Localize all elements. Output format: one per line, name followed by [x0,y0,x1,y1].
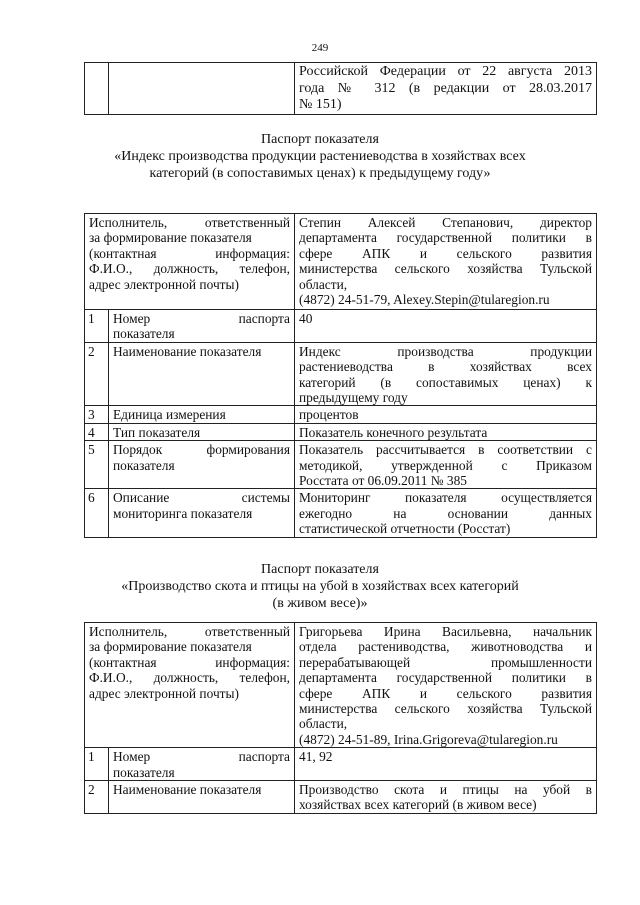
row-value-line: Росстата от 06.09.2011 № 385 [299,473,467,489]
row-label-line: Наименование показателя [113,782,262,798]
executor-label-cell [85,214,295,310]
passport-1-table [84,213,597,538]
row-label [109,781,295,814]
executor-value-cell [295,214,597,310]
row-label-line: Тип показателя [113,424,201,440]
row-label-line: Единица измерения [113,407,226,423]
row-label [109,310,295,343]
passport-1-heading: Паспорт показателя [261,132,379,147]
row-value [295,781,597,814]
table-row [85,310,597,343]
row-label [109,423,295,440]
row-value [295,342,597,406]
row-value-line: 40 [299,311,313,326]
executor-label-line: (контактная информация: [89,654,290,670]
executor-row [85,214,597,310]
row-label-line: Номер паспорта [113,311,290,326]
executor-row [85,623,597,748]
table-row [85,423,597,440]
row-number: 1 [85,310,109,343]
executor-label-line: за формирование показателя [89,230,252,246]
row-value-line: хозяйствах всех категорий (в живом весе) [299,797,537,813]
passport-1-title-line: «Индекс производства продукции растениеводства в хозяйствах всех [114,149,526,164]
row-number: 1 [85,748,109,781]
row-label-line: мониторинга показателя [113,505,253,521]
row-label [109,441,295,489]
row-value-line: предыдущему году [299,390,408,406]
executor-value-line: сфере АПК и сельского развития [299,245,592,261]
passport-2-title-line: «Производство скота и птицы на убой в хозяйствах всех категорий [121,579,519,594]
table-row [85,342,597,406]
row-value-line: процентов [299,407,359,423]
row-value-line: категорий (в сопоставимых ценах) к [299,374,592,390]
row-value-line: 41, 92 [299,749,333,765]
executor-value-line: перерабатывающей промышленности [299,654,592,670]
executor-value-line: отдела растениводства, животноводства и [299,639,592,655]
passport-2-heading: Паспорт показателя [261,562,379,577]
continuation-line: Российской Федерации от 22 августа 2013 [299,64,592,79]
continuation-num-cell [85,63,109,115]
continuation-line: года № 312 (в редакции от 28.03.2017 [299,80,592,96]
row-value [295,489,597,537]
continuation-row [85,63,597,115]
executor-label-line: Ф.И.О., должность, телефон, [89,670,290,686]
passport-1-title-line: категорий (в сопоставимых ценах) к предыдущему году» [149,166,491,181]
row-label-line: Описание системы [113,490,290,506]
row-label-line: Наименование показателя [113,343,262,359]
row-number: 3 [85,406,109,423]
table-row [85,406,597,423]
row-value [295,441,597,489]
executor-value-line: министерства сельского хозяйства Тульской [299,701,592,717]
executor-value-line: сфере АПК и сельского развития [299,685,592,701]
executor-value-line: департамента государственной политики в [299,230,592,246]
executor-value-line: департамента государственной политики в [299,670,592,686]
passport-2-title-line: (в живом весе)» [272,596,368,611]
continuation-table [84,62,597,115]
executor-label-line: Исполнитель, ответственный [89,624,290,639]
table-row [85,748,597,781]
row-value [295,748,597,781]
passport-2-table [84,622,597,814]
executor-value-line: министерства сельского хозяйства Тульской [299,261,592,277]
executor-label-cell [85,623,295,748]
row-label-line: Номер паспорта [113,749,290,765]
row-number: 4 [85,423,109,440]
executor-value-line: области, [299,276,348,292]
row-label [109,406,295,423]
executor-value-line: Степин Алексей Степанович, директор [299,215,592,230]
row-label [109,748,295,781]
executor-value-line: области, [299,716,348,732]
row-label [109,489,295,537]
row-value [295,406,597,423]
executor-value-cell [295,623,597,748]
executor-label-line: адрес электронной почты) [89,685,239,701]
executor-value-line: (4872) 24-51-89, Irina.Grigoreva@tularegion.ru [299,731,558,747]
row-value-line: Показатель рассчитывается в соответствии с [299,442,592,458]
row-label-line: показателя [113,764,175,780]
executor-label-line: Ф.И.О., должность, телефон, [89,261,290,277]
row-value [295,310,597,343]
row-value-line: Показатель конечного результата [299,424,488,440]
row-label-line: показателя [113,326,175,342]
executor-label-line: за формирование показателя [89,639,252,655]
row-value [295,423,597,440]
executor-label-line: Исполнитель, ответственный [89,215,290,230]
row-value-line: ежегодно на основании данных [299,505,592,521]
row-value-line: Производство скота и птицы на убой в [299,782,592,798]
row-number: 5 [85,441,109,489]
continuation-line: № 151) [299,97,342,112]
row-value-line: Мониторинг показателя осуществляется [299,490,592,506]
table-row [85,441,597,489]
row-number: 6 [85,489,109,537]
page-number: 249 [311,42,329,54]
executor-label-line: (контактная информация: [89,245,290,261]
row-label-line: показателя [113,457,175,473]
executor-value-line: (4872) 24-51-79, Alexey.Stepin@tularegion.ru [299,292,550,308]
executor-label-line: адрес электронной почты) [89,276,239,292]
row-number: 2 [85,781,109,814]
executor-value-line: Григорьева Ирина Васильевна, начальник [299,624,592,639]
row-value-line: статистической отчетности (Росстат) [299,521,511,537]
continuation-label-cell [109,63,295,115]
row-value-line: Индекс производства продукции [299,343,592,359]
row-label [109,342,295,406]
table-row [85,781,597,814]
row-number: 2 [85,342,109,406]
row-label-line: Порядок формирования [113,442,290,458]
continuation-value-cell [295,63,597,115]
row-value-line: методикой, утвержденной с Приказом [299,457,592,473]
row-value-line: растениеводства в хозяйствах всех [299,359,592,375]
table-row [85,489,597,537]
